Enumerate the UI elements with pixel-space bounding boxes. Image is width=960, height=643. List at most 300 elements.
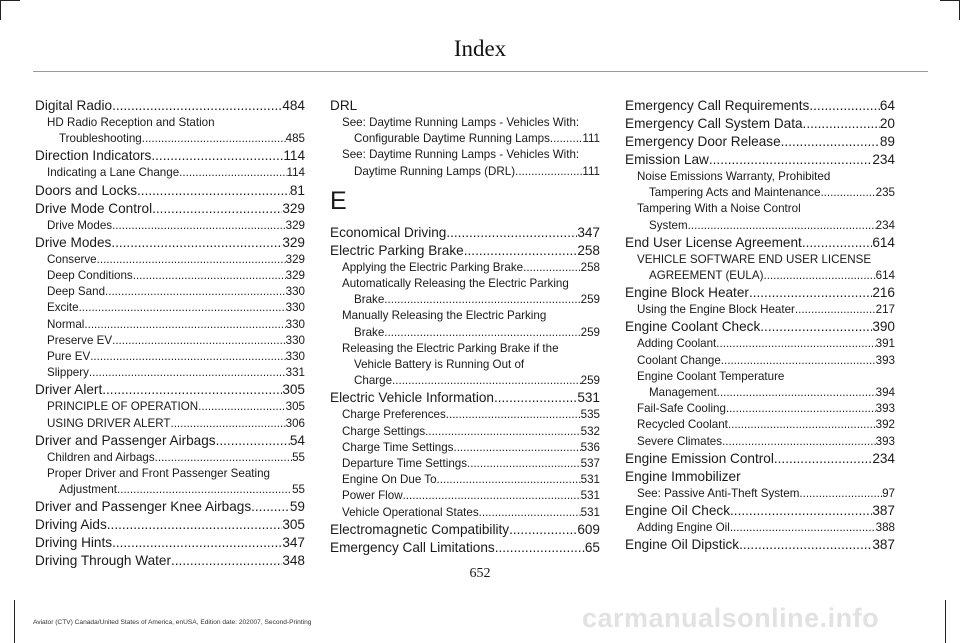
leader-dots (251, 498, 290, 516)
page-reference: 330 (285, 301, 305, 315)
index-subentry (625, 369, 895, 401)
page-reference: 390 (872, 319, 895, 335)
page-reference: 484 (282, 98, 305, 113)
index-subentry-label: Departure Time Settings (342, 457, 468, 471)
page-reference: 114 (283, 148, 305, 164)
index-subentry-label: Vehicle Operational States (342, 505, 479, 519)
leader-dots (509, 521, 577, 539)
leader-dots (137, 182, 290, 200)
index-entry (35, 182, 305, 200)
leader-dots (446, 224, 577, 242)
index-subentry-label: Slippery (47, 366, 89, 380)
index-subentry-label: Preserve EV (47, 333, 113, 347)
index-subentry-line (342, 131, 600, 147)
leader-dots (151, 147, 283, 165)
index-subentry-line (637, 268, 895, 284)
index-subentry-label: Applying the Electric Parking Brake (342, 260, 524, 274)
index-subentry (625, 336, 895, 352)
index-subentry (35, 284, 305, 300)
page-reference: 305 (285, 400, 305, 414)
leader-dots (142, 131, 286, 147)
index-subentry-label: Deep Conditions (47, 269, 133, 283)
index-subentry (35, 115, 305, 147)
page-title: Index (453, 36, 507, 61)
page-reference: 531 (577, 390, 600, 406)
index-subentry (35, 365, 305, 381)
index-entry-label: Emergency Call Limitations (330, 539, 495, 555)
leader-dots (216, 432, 290, 450)
index-subentry (35, 252, 305, 268)
leader-dots (803, 115, 880, 133)
leader-dots (739, 536, 872, 554)
leader-dots (802, 234, 872, 252)
leader-dots (495, 539, 585, 557)
index-subentry (35, 450, 305, 466)
index-entry (330, 224, 600, 242)
crop-mark (940, 0, 960, 1)
index-entry (625, 502, 895, 520)
index-subentry-label: Releasing the Electric Parking Brake if the (342, 341, 559, 355)
index-entry-label: Engine Block Heater (625, 285, 749, 301)
page-reference: 537 (580, 457, 600, 471)
leader-dots (111, 234, 282, 252)
page-reference: 387 (872, 537, 895, 553)
leader-dots (112, 97, 282, 115)
index-subentry-label: Manually Releasing the Electric Parking (342, 309, 547, 323)
index-subentry (330, 260, 600, 276)
leader-dots (781, 133, 880, 151)
index-subentry-label: VEHICLE SOFTWARE END USER LICENSE (637, 252, 872, 266)
index-subentry (330, 147, 600, 179)
page-reference: 387 (872, 503, 895, 519)
index-subentry-label: Excite (47, 301, 79, 315)
index-subentry-label: USING DRIVER ALERT (47, 416, 171, 430)
index-subentry-line (342, 292, 600, 308)
index-entry (625, 450, 895, 468)
index-subentry-label: Adding Coolant (637, 337, 717, 351)
footer-text: Aviator (CTV) Canada/United States of America, enUSA, Edition date: 202007, Second-Printing (33, 619, 312, 626)
index-subentry-line (342, 325, 600, 341)
page-reference: 55 (292, 483, 305, 497)
page-reference: 306 (285, 416, 305, 430)
index-subentry-label: Using the Engine Block Heater (637, 303, 795, 317)
page-reference: 114 (286, 166, 305, 180)
crop-mark (0, 0, 1, 20)
index-subentry-label: System (649, 218, 688, 232)
page-reference: 259 (580, 293, 600, 307)
index-subentry-label: Noise Emissions Warranty, Prohibited (637, 170, 831, 183)
leader-dots (760, 318, 872, 336)
index-subentry (330, 488, 600, 504)
page-reference: 305 (282, 382, 305, 398)
page-reference: 111 (582, 132, 600, 146)
leader-dots (730, 502, 872, 520)
leader-dots (763, 268, 875, 284)
leader-dots (112, 333, 286, 349)
index-subentry (625, 252, 895, 284)
leader-dots (550, 131, 582, 147)
index-column-2 (330, 97, 600, 557)
index-subentry (35, 317, 305, 333)
leader-dots (799, 486, 882, 502)
index-entry-label: Emergency Door Release (625, 134, 781, 149)
leader-dots (446, 407, 581, 423)
index-subentry-line (637, 385, 895, 401)
page-reference: 234 (875, 218, 895, 232)
index-entry-label: Driver and Passenger Knee Airbags (35, 499, 252, 515)
leader-dots (726, 401, 876, 417)
page-reference: 81 (289, 182, 305, 198)
index-entry (35, 534, 305, 552)
leader-dots (523, 260, 581, 276)
index-subentry-line (637, 185, 895, 201)
index-entry (625, 115, 895, 133)
index-subentry-label: Proper Driver and Front Passenger Seating (47, 467, 270, 481)
page-reference: 391 (875, 337, 895, 351)
leader-dots (425, 424, 581, 440)
page-reference: 614 (872, 234, 895, 250)
index-entry-label: DRL (330, 98, 358, 113)
page-reference: 329 (282, 234, 305, 250)
page-reference: 331 (285, 366, 305, 380)
leader-dots (722, 434, 876, 450)
index-subentry-label: Adding Engine Oil (637, 521, 730, 535)
index-subentry-label: Automatically Releasing the Electric Parking (342, 277, 569, 291)
index-entry (35, 381, 305, 399)
index-subentry-line (47, 482, 305, 498)
index-subentry (330, 407, 600, 423)
page-reference: 234 (872, 450, 895, 466)
page-reference: 393 (875, 434, 895, 448)
index-entry-label: Emergency Call Requirements (625, 98, 810, 113)
index-entry-label: Electromagnetic Compatibility (330, 521, 510, 537)
index-subentry-label: Charge Time Settings (342, 440, 454, 454)
index-subentry-label: Tampering With a Noise Control (637, 202, 801, 216)
page-reference: 330 (285, 317, 305, 331)
index-entry-label: Engine Oil Check (625, 503, 731, 519)
index-subentry (330, 276, 600, 308)
index-subentry (35, 165, 305, 181)
index-subentry-label: Adjustment (59, 483, 117, 497)
index-entry-label: End User License Agreement (625, 234, 802, 250)
index-subentry-label: HD Radio Reception and Station (47, 116, 215, 129)
leader-dots (112, 218, 286, 234)
page-reference: 614 (875, 269, 895, 283)
page-reference: 89 (879, 134, 895, 149)
index-entry-label: Economical Driving (330, 224, 447, 240)
index-subentry (625, 353, 895, 369)
index-subentry (330, 472, 600, 488)
leader-dots (730, 520, 876, 536)
page-reference: 65 (584, 539, 600, 555)
index-subentry (330, 505, 600, 521)
index-subentry-label: Engine Coolant Temperature (637, 369, 785, 383)
page-reference: 54 (289, 432, 305, 448)
leader-dots (749, 284, 872, 302)
page-number: 652 (469, 566, 491, 581)
index-subentry-label: Configurable Daytime Running Lamps (354, 132, 550, 146)
header-rule (33, 71, 928, 72)
crop-mark (945, 600, 946, 643)
page-reference: 216 (872, 285, 895, 301)
index-column-1 (35, 97, 305, 570)
leader-dots (820, 185, 875, 201)
index-entry (625, 318, 895, 336)
index-subentry-label: Brake (354, 325, 385, 339)
page-reference: 59 (289, 499, 305, 515)
index-subentry (35, 333, 305, 349)
index-subentry-label: Charge Settings (342, 424, 426, 438)
index-entry (625, 97, 895, 115)
leader-dots (152, 200, 282, 218)
index-entry-label: Driving Through Water (35, 553, 171, 569)
page-reference: 531 (580, 505, 600, 519)
index-subentry-label: Tampering Acts and Maintenance (649, 186, 821, 200)
page-reference: 259 (580, 325, 600, 339)
index-subentry-label: Charge Preferences (342, 408, 446, 422)
index-entry (625, 536, 895, 554)
leader-dots (133, 268, 286, 284)
leader-dots (453, 440, 580, 456)
leader-dots (90, 349, 285, 365)
leader-dots (97, 252, 286, 268)
page-reference: 330 (285, 333, 305, 347)
index-entry (625, 151, 895, 169)
page-reference: 330 (285, 285, 305, 299)
index-subentry-label: See: Daytime Running Lamps - Vehicles With: (342, 148, 580, 162)
index-entry-label: Driver and Passenger Airbags (35, 432, 216, 448)
index-subentry-label: Power Flow (342, 489, 403, 503)
leader-dots (717, 385, 876, 401)
index-subentry-label: Children and Airbags (47, 450, 155, 464)
index-subentry (330, 308, 600, 340)
leader-dots (84, 317, 285, 333)
index-entry (625, 133, 895, 151)
index-entry (35, 234, 305, 252)
index-entry (625, 234, 895, 252)
leader-dots (795, 302, 876, 318)
index-subentry-label: Coolant Change (637, 353, 721, 367)
page-reference: 234 (872, 152, 895, 167)
index-section-letter: E (330, 186, 347, 215)
leader-dots (117, 482, 292, 498)
page-reference: 217 (875, 303, 895, 317)
page-reference: 329 (285, 252, 305, 266)
index-subentry-label: Engine On Due To (342, 473, 437, 487)
page-reference: 329 (285, 269, 305, 283)
index-entry-label: Digital Radio (35, 98, 113, 113)
page-reference: 258 (580, 260, 600, 274)
index-entry (625, 468, 895, 486)
index-entry (330, 521, 600, 539)
page-reference: 64 (879, 98, 895, 113)
index-subentry-label: Pure EV (47, 350, 91, 364)
page-reference: 305 (282, 517, 305, 533)
leader-dots (384, 325, 580, 341)
leader-dots (79, 300, 286, 316)
index-entry-label: Direction Indicators (35, 148, 152, 164)
leader-dots (179, 165, 286, 181)
leader-dots (728, 417, 876, 433)
index-subentry (330, 424, 600, 440)
leader-dots (515, 164, 582, 180)
page-reference: 111 (582, 164, 600, 178)
index-entry (35, 200, 305, 218)
index-subentry-label: Normal (47, 317, 85, 331)
index-entry-label: Drive Modes (35, 234, 112, 250)
index-entry-label: Electric Vehicle Information (330, 390, 494, 406)
index-entry-label: Emission Law (625, 152, 709, 167)
page-reference: 55 (292, 450, 305, 464)
page-reference: 329 (282, 200, 305, 216)
page-reference: 347 (282, 535, 305, 551)
leader-dots (467, 456, 581, 472)
index-entry (35, 432, 305, 450)
index-subentry (330, 341, 600, 390)
page-reference: 330 (285, 350, 305, 364)
page-reference: 388 (875, 521, 895, 535)
page-reference: 531 (580, 473, 600, 487)
leader-dots (809, 97, 880, 115)
page-reference: 393 (875, 353, 895, 367)
leader-dots (384, 292, 580, 308)
index-subentry-label: Charge (354, 374, 393, 388)
leader-dots (155, 450, 292, 466)
index-entry-label: Driving Aids (35, 517, 107, 533)
index-subentry-label: Fail-Safe Cooling (637, 402, 726, 416)
page-reference: 329 (285, 218, 305, 232)
crop-mark (0, 0, 20, 1)
leader-dots (494, 389, 577, 407)
leader-dots (437, 472, 581, 488)
index-entry-label: Engine Oil Dipstick (625, 537, 740, 553)
index-subentry-label: AGREEMENT (EULA) (649, 269, 764, 283)
page-reference: 259 (580, 374, 600, 388)
index-subentry (625, 434, 895, 450)
index-entry-label: Doors and Locks (35, 182, 138, 198)
index-subentry (35, 399, 305, 415)
index-entry (625, 284, 895, 302)
index-subentry-label: Management (649, 386, 717, 400)
page-reference: 609 (577, 521, 600, 537)
index-entry-label: Engine Coolant Check (625, 319, 761, 335)
leader-dots (403, 488, 581, 504)
index-subentry-label: PRINCIPLE OF OPERATION (47, 400, 199, 414)
index-entry (330, 389, 600, 407)
index-subentry-label: Conserve (47, 252, 97, 266)
index-subentry-label: Brake (354, 293, 385, 307)
index-subentry-label: Drive Modes (47, 218, 113, 232)
leader-dots (479, 505, 581, 521)
index-subentry (35, 300, 305, 316)
index-subentry-label: Severe Climates (637, 434, 723, 448)
leader-dots (774, 450, 872, 468)
index-subentry-label: Daytime Running Lamps (DRL) (354, 164, 516, 178)
leader-dots (102, 381, 282, 399)
index-subentry (330, 115, 600, 147)
index-subentry (625, 486, 895, 502)
page-reference: 97 (882, 486, 895, 500)
index-entry (330, 242, 600, 260)
leader-dots (709, 151, 872, 169)
index-entry-label: Drive Mode Control (35, 200, 153, 216)
index-subentry (625, 201, 895, 233)
index-subentry (330, 440, 600, 456)
index-subentry (35, 268, 305, 284)
leader-dots (170, 416, 285, 432)
page-reference: 532 (580, 424, 600, 438)
page-reference: 485 (285, 132, 305, 146)
leader-dots (392, 373, 581, 389)
page-reference: 258 (577, 242, 600, 258)
leader-dots (721, 353, 876, 369)
index-entry-label: Driver Alert (35, 382, 103, 398)
leader-dots (688, 218, 876, 234)
index-entry (35, 97, 305, 115)
index-subentry (35, 218, 305, 234)
leader-dots (464, 242, 578, 260)
leader-dots (107, 516, 283, 534)
leader-dots (716, 336, 875, 352)
index-subentry (35, 466, 305, 498)
index-entry-label: Electric Parking Brake (330, 242, 464, 258)
index-subentry (625, 169, 895, 201)
index-entry-label: Engine Emission Control (625, 450, 774, 466)
page-reference: 535 (580, 408, 600, 422)
index-subentry-line (47, 131, 305, 147)
watermark: carmanualsonline.info (582, 603, 880, 633)
index-subentry-label: Vehicle Battery is Running Out of (354, 358, 525, 372)
page-reference: 348 (282, 553, 305, 569)
index-subentry (35, 349, 305, 365)
crop-mark (14, 600, 15, 643)
index-subentry (625, 401, 895, 417)
page-reference: 20 (879, 116, 895, 131)
leader-dots (112, 534, 282, 552)
page-reference: 392 (875, 418, 895, 432)
index-subentry (625, 520, 895, 536)
index-subentry-line (342, 373, 600, 389)
page-reference: 394 (875, 386, 895, 400)
index-subentry-label: See: Daytime Running Lamps - Vehicles With: (342, 116, 580, 129)
index-subentry (625, 417, 895, 433)
index-entry (330, 539, 600, 557)
leader-dots (105, 284, 286, 300)
index-subentry-label: Troubleshooting (59, 132, 142, 146)
index-entry-label: Emergency Call System Data (625, 116, 803, 131)
index-subentry-label: Recycled Coolant (637, 418, 728, 432)
index-column-3 (625, 97, 895, 554)
index-subentry (625, 302, 895, 318)
index-entry (35, 147, 305, 165)
index-entry (35, 516, 305, 534)
page-reference: 536 (580, 440, 600, 454)
index-subentry-line (342, 164, 600, 180)
index-subentry-label: Deep Sand (47, 285, 106, 299)
page-reference: 531 (580, 489, 600, 503)
page-reference: 347 (577, 224, 600, 240)
leader-dots (89, 365, 286, 381)
page-reference: 235 (875, 186, 895, 200)
index-entry (35, 498, 305, 516)
leader-dots (198, 399, 285, 415)
index-subentry-line (637, 218, 895, 234)
index-entry (330, 97, 600, 115)
index-subentry (35, 416, 305, 432)
index-subentry (330, 456, 600, 472)
index-entry-label: Engine Immobilizer (625, 468, 741, 484)
index-subentry-label: See: Passive Anti-Theft System (637, 486, 800, 500)
